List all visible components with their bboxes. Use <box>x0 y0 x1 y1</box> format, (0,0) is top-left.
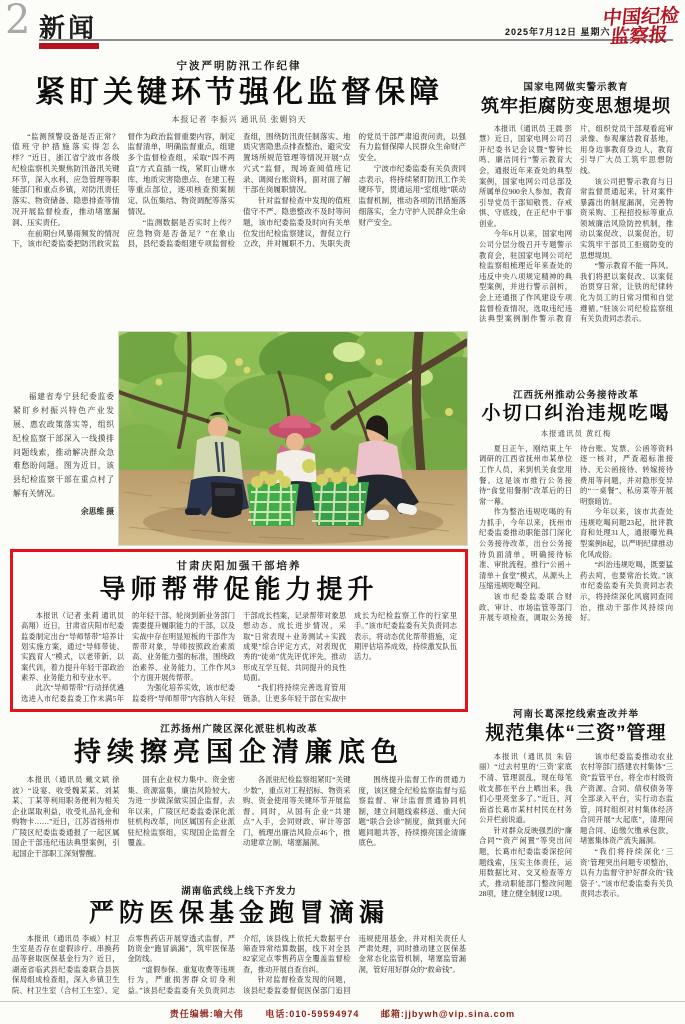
footer-editor: 责任编辑:喻大伟 <box>169 1009 244 1019</box>
paragraph: 本报讯（通讯员 朱倍丽）“过去村里的‘三资’家底不清、管理混乱，现在每笔收支都在平台上晒出来，我们心里亮堂多了。”近日，河南省长葛市某村村民在村务公开栏前说道。 <box>479 751 572 825</box>
masthead-logo: 中国纪检监察报 <box>601 5 681 48</box>
article-flood-headline: 紧盯关键环节强化监督保障 <box>35 76 443 109</box>
photo-caption <box>13 390 114 540</box>
article-medical-kicker: 湖南临武线上线下齐发力 <box>181 887 297 897</box>
publication-date: 2025年7月12日 星期六 <box>505 27 611 37</box>
photo-caption-text: 福建省寿宁县纪委监委紧盯乡村振兴特色产业发展、惠农政策落实等，组织纪检监察干部深入一线摸排问题线索，推动解决群众急难愁盼问题。图为近日，该县纪检监察干部在重点村了解有关情况。 <box>13 392 114 499</box>
article-mentor-headline: 导师帮带促能力提升 <box>99 574 379 604</box>
paragraph: 本报讯（记者 张莉 通讯员 高翔）近日，甘肃省庆阳市纪委监委制定出台“导师帮带”培养计划实施方案，通过“导师带徒、实践育人”模式，以老带新、以案代训，着力提升年轻干部政治素养、业务能力和专业水平。 <box>21 610 124 683</box>
article-soe-kicker: 江苏扬州广陵区深化派驻机构改革 <box>160 725 318 735</box>
article-grid-headline: 筑牢拒腐防变思想堤坝 <box>481 96 671 116</box>
footer-rule <box>0 1001 685 1002</box>
article-mentor-highlight-box <box>10 549 468 712</box>
paragraph: “虚假参保、重复收费等违规行为，严重损害群众切身利益。”该县纪委监委有关负责同志介绍，该县线上依托大数据平台筛查异常结算数据，线下对全县82家定点零售药店全覆盖监督检查，推动开展自查自纠。 <box>127 933 351 995</box>
article-soe <box>12 721 466 883</box>
article-medical-headline: 严防医保基金跑冒滴漏 <box>88 899 389 927</box>
paragraph: 本报讯（通讯员 王晨 彭慧）近日，国家电网公司召开纪委书记会议暨“警钟长鸣、廉洁同行”警示教育大会，通报近年来查处的典型案例，国家电网公司总部及所属单位900余人参加，教育引导党员干部知敬畏、存戒惧、守底线，在正纪中干事创业。 <box>479 123 572 228</box>
paragraph: “我们将持续完善选育管用链条，让更多年轻干部在实战中成长为纪检监察工作的行家里手。”该市纪委监委有关负责同志表示，将动态优化帮带措施，定期评估培养成效，持续激发队伍活力。 <box>243 610 457 703</box>
article-medical-body <box>12 934 466 1004</box>
article-flood-body <box>12 132 466 328</box>
section-title: 新闻 <box>39 13 98 43</box>
paragraph: 今年6月以来，国家电网公司分层分级召开专题警示教育会，驻国家电网公司纪检监察组梳理近年来查处的违反中央八项规定精神的典型案例，并进行警示剖析，会上还通报了作风建设专项监督检查情况，选取违纪违法典型案例制作警示教育片，组织党员干部观看庭审录像、参观廉洁教育基地，用身边事教育身边人，教育引导广大员工筑牢思想防线。 <box>479 123 673 324</box>
paragraph: 本报讯（通讯员 戴文斌 徐波）“设宴、收受魏某某、刘某某、丁某等利用职务便利为相关企业谋取利益，收受礼品礼金和购物卡……”近日，江苏省扬州市广陵区纪委监委通报了一起区属国企干部违纪违法典型案例，引起国企干部职工深刻警醒。 <box>12 775 120 858</box>
article-mentor-body <box>21 611 457 705</box>
article-grid-body <box>479 124 673 376</box>
paragraph: 在前期台风暴雨频发的情况下，该市纪委监委把防汛救灾监督作为政治监督重要内容，制定监督清单，明确监督重点，组建多个监督检查组，采取“四不两直”方式直插一线，紧盯山塘水库、地质灾害隐患点、在建工程等重点部位，逐项核查预案制定、队伍集结、物资调配等落实情况。 <box>12 131 235 249</box>
paragraph: 各派驻纪检监察组紧盯“关键少数”，重点对工程招标、物资采购、资金使用等关键环节开展监督。同时，从国有企业“共建点”入手，会同财政、审计等部门，梳理出廉洁风险点46个，推动建章立制、堵塞漏洞。 <box>243 775 351 848</box>
article-dining-body <box>479 444 673 674</box>
article-mentor-kicker: 甘肃庆阳加强干部培养 <box>176 561 302 572</box>
article-assets-kicker: 河南长葛深挖线索查改并举 <box>512 710 639 720</box>
orchard-photo-illustration <box>119 332 467 545</box>
paragraph: 该市纪委监委联合财政、审计、市场监管等部门开展专项检查，调取公务接待台账、发票、公函等资料逐一核对，严查超标准接待、无公函接待、转嫁接待费用等问题，并对隐形变异的“一桌餐”、私房菜等开展明察暗访。 <box>479 443 673 623</box>
paragraph: 针对监督检查发现的问题，该县纪委监委督促医保部门追回违规使用基金，并对相关责任人严肃处理，同时推动建立医保基金常态化监管机制，堵塞监管漏洞，管好用好群众的“救命钱”。 <box>243 933 466 995</box>
header-red-bar <box>39 43 99 49</box>
article-grid <box>479 79 673 376</box>
paragraph: 宁波市纪委监委有关负责同志表示，将持续紧盯防汛工作关键环节，贯通运用“室组地”联动监督机制，推动各项防汛措施落细落实，全力守护人民群众生命财产安全。 <box>358 163 466 227</box>
article-assets <box>479 706 673 996</box>
paragraph: 今年以来，该市共查处违规吃喝问题23起，批评教育和处理31人，通报曝光典型案例8起，以严明纪律推动化风成俗。 <box>580 507 673 559</box>
article-assets-headline: 规范集体“三资”管理 <box>485 723 667 744</box>
article-dining <box>479 387 673 674</box>
paragraph: 为强化培养实效，该市纪委监委将“导师帮带”内容纳入年轻干部成长档案，记录帮带对象思想动态、成长进步情况，采取“日常表现＋业务测试＋实践成果”综合评定方式，对表现优秀的“徒弟”优先评优评先，推动形成互学互促、共同提升的良性局面。 <box>132 610 346 703</box>
footer-email: 邮箱:jjbywh@vip.sina.com <box>380 1009 516 1019</box>
paragraph: “警示教育不能一阵风。我们将把以案促改、以案促治贯穿日常，让铁的纪律转化为员工的日常习惯和自觉遵循。”驻该公司纪检监察组有关负责同志表示。 <box>580 261 673 324</box>
footer-phone: 电话:010-59594974 <box>265 1009 360 1019</box>
article-flood-byline: 本报记者 李振兴 通讯员 张媚钧天 <box>171 114 307 124</box>
photo-orchard <box>118 331 468 546</box>
article-soe-body <box>12 775 466 883</box>
header-rule <box>39 39 673 41</box>
paragraph: 该市纪委监委推动农业农村等部门搭建农村集体“三资”监管平台，将全市村级资产资源、合同、债权债务等全部录入平台，实行动态监管，同时组织对村集体经济合同开展“大起底”，清理问题合同、追缴欠缴承包款，堵塞集体资产流失漏洞。 <box>580 751 673 846</box>
article-flood-kicker: 宁波严明防汛工作纪律 <box>176 61 302 72</box>
paragraph: 此次“导师帮带”行动择优遴选进入市纪委监委工作未满5年的年轻干部、轮岗到新业务部门需要提升履职能力的干部，以及实战中存在明显短板的干部作为帮带对象，导师按照政治素质高、业务能力强的标准，围绕政治素养、业务能力、工作作风3个方面开展传帮带。 <box>21 610 235 703</box>
paragraph: 针对监督检查中发现的值班值守不严、隐患整改不及时等问题，该市纪委监委及时向有关单位发出纪检监察建议，督促立行立改，并对履职不力、失职失责的党员干部严肃追责问责，以强有力监督保障人民群众生命财产安全。 <box>243 131 466 249</box>
paragraph: 国有企业权力集中、资金密集、资源富集，廉洁风险较大。为进一步做深做实国企监督，去年以来，广陵区纪委监委深化派驻机构改革，向区属国有企业派驻纪检监察组，实现国企监督全覆盖。 <box>127 775 235 848</box>
paragraph: 该公司把警示教育与日常监督贯通起来，针对案件暴露出的制度漏洞，完善物资采购、工程招投标等重点领域廉洁风险防控机制，推动以案促改、以案促治，切实筑牢干部员工拒腐防变的思想堤坝。 <box>580 176 673 260</box>
paragraph: 夏日正午，刚结束上午调研的江西省抚州市某单位工作人员，来到机关食堂用餐。这是该市推行公务接待“食堂用餐制”改革后的日常一幕。 <box>479 443 572 506</box>
paragraph: 本报讯（通讯员 李威）村卫生室是否存在虚假诊疗、串换药品等套取医保基金行为？近日，湖南省临武县纪委监委联合县医保局组成检查组，深入乡镇卫生院、村卫生室（合村工生室）、定点零售药店开展穿透式监督，严防资金“跑冒滴漏”，筑牢医保基金防线。 <box>12 933 235 995</box>
article-flood <box>12 58 466 328</box>
article-soe-headline: 持续擦亮国企清廉底色 <box>74 737 404 767</box>
article-dining-byline: 本报通讯员 黄红梅 <box>540 428 612 438</box>
paragraph: 针对群众反映强烈的“廉合同”“资产闲置”等突出问题，长葛市纪委监委深挖问题线索，压实主体责任，运用数据比对、交叉检查等方式，推动职能部门整改问题28项，建立健全制度12项。 <box>479 825 572 899</box>
article-grid-kicker: 国家电网做实警示教育 <box>523 83 629 93</box>
page-number: 2 <box>5 0 31 43</box>
paragraph: “纠治违规吃喝，既要猛药去疴，也要常治长效。”该市纪委监委有关负责同志表示，将持续深化风腐同查同治，推动干部作风持续向好。 <box>580 560 673 623</box>
article-assets-body <box>479 752 673 996</box>
paragraph: 作为整治违规吃喝的有力抓手，今年以来，抚州市纪委监委推动职能部门深化公务接待改革，出台公务接待负面清单，明确接待标准、审批流程，推行“公函＋清单＋食堂”模式，从源头上压缩违规吃喝空间。 <box>479 507 572 591</box>
footer <box>0 1007 685 1020</box>
paragraph: “监测数据是否实时上传？应急物资是否备足？”在象山县，县纪委监委组建专项监督检查组，围绕防汛责任制落实、地质灾害隐患点排查整治、避灾安置场所规范管理等情况开展“点穴式”监督，现场查阅值班记录、调阅台账资料，面对面了解干部在岗履职情况。 <box>127 131 351 249</box>
photo-credit: 余思维 摄 <box>80 507 114 516</box>
article-medical <box>12 883 466 1004</box>
paragraph: “监测预警设备是否正常？值班守护措施落实得怎么样？”近日，浙江省宁波市各级纪检监察机关聚焦防汛备汛关键环节，深入水利、应急管理等职能部门和重点乡镇，对防汛责任落实、物资储备、隐患排查等情况开展监督检查，推动堵塞漏洞、压实责任。 <box>12 131 120 227</box>
article-dining-kicker: 江西抚州推动公务接待改革 <box>512 391 639 401</box>
paragraph: 围绕提升监督工作的贯通力度，该区健全纪检监察监督与巡察监督、审计监督贯通协同机制，建立问题线索移送、重大问题“联合会诊”制度，做到重大问题同题共答，持续擦亮国企清廉底色。 <box>358 775 466 848</box>
article-dining-headline: 小切口纠治违规吃喝 <box>481 403 671 424</box>
paragraph: “我们将持续深化‘三资’管理突出问题专项整治，以有力监督守护好群众的‘钱袋子’。”该市纪委监委有关负责同志表示。 <box>580 847 673 899</box>
